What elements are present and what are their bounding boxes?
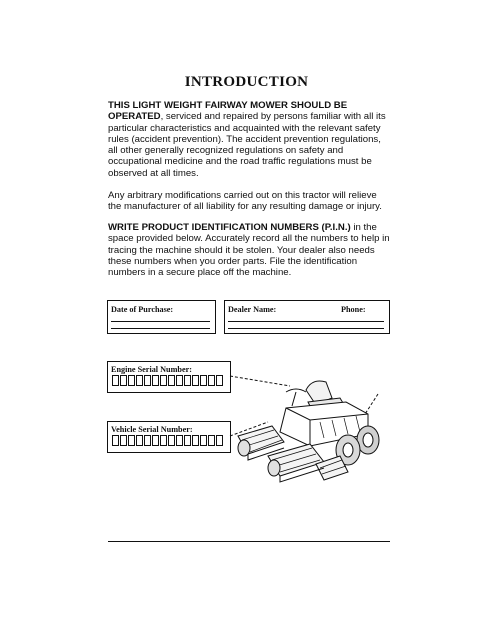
phone-label: Phone:: [341, 305, 366, 314]
vehicle-serial-box: [107, 421, 231, 453]
safety-paragraph-body: , serviced and repaired by persons familiar with all its particular characteristics and acquainted with the relevant safety rules (accident prevention). The accident prevention regulations, all other generally recognized regulations on safety and occupational medicine and the road traffic regulations must be observed at all times.: [108, 111, 386, 179]
vehicle-serial-cells[interactable]: [112, 435, 223, 446]
serial-digit-cell[interactable]: [208, 375, 215, 386]
serial-digit-cell[interactable]: [112, 435, 119, 446]
serial-digit-cell[interactable]: [200, 435, 207, 446]
serial-digit-cell[interactable]: [192, 375, 199, 386]
safety-paragraph-heading: THIS LIGHT WEIGHT FAIRWAY MOWER SHOULD BE OPERATED: [108, 100, 348, 123]
serial-digit-cell[interactable]: [184, 435, 191, 446]
dealer-box: [224, 300, 390, 334]
serial-digit-cell[interactable]: [176, 435, 183, 446]
dealer-name-label: Dealer Name:: [228, 305, 277, 314]
serial-digit-cell[interactable]: [152, 375, 159, 386]
engine-serial-cells[interactable]: [112, 375, 223, 386]
serial-digit-cell[interactable]: [136, 375, 143, 386]
modification-paragraph: [108, 190, 392, 213]
pin-paragraph: [108, 222, 392, 278]
serial-digit-cell[interactable]: [112, 375, 119, 386]
serial-digit-cell[interactable]: [176, 375, 183, 386]
date-of-purchase-box: [107, 300, 216, 334]
serial-digit-cell[interactable]: [136, 435, 143, 446]
dealer-line-1[interactable]: [228, 321, 384, 322]
date-of-purchase-label: Date of Purchase:: [111, 305, 174, 314]
serial-digit-cell[interactable]: [192, 435, 199, 446]
dealer-line-2[interactable]: [228, 328, 384, 329]
serial-digit-cell[interactable]: [200, 375, 207, 386]
serial-digit-cell[interactable]: [168, 435, 175, 446]
serial-digit-cell[interactable]: [144, 435, 151, 446]
serial-digit-cell[interactable]: [160, 375, 167, 386]
serial-digit-cell[interactable]: [160, 435, 167, 446]
seat-back: [306, 381, 332, 402]
serial-digit-cell[interactable]: [216, 435, 223, 446]
safety-paragraph: [108, 100, 392, 179]
serial-digit-cell[interactable]: [168, 375, 175, 386]
page-title: INTRODUCTION: [184, 74, 309, 90]
fairway-mower-illustration: [228, 368, 393, 498]
pin-paragraph-heading: WRITE PRODUCT IDENTIFICATION NUMBERS (P.I.N.): [108, 222, 351, 233]
date-of-purchase-line-2[interactable]: [111, 328, 210, 329]
serial-digit-cell[interactable]: [120, 375, 127, 386]
serial-digit-cell[interactable]: [144, 375, 151, 386]
serial-digit-cell[interactable]: [208, 435, 215, 446]
serial-digit-cell[interactable]: [128, 435, 135, 446]
serial-digit-cell[interactable]: [128, 375, 135, 386]
serial-digit-cell[interactable]: [152, 435, 159, 446]
modification-paragraph-body: Any arbitrary modifications carried out on this tractor will relieve the manufacturer of all liability for any resulting damage or injury.: [108, 190, 382, 213]
engine-serial-box: [107, 361, 231, 393]
engine-serial-leader-line: [230, 376, 290, 386]
vehicle-serial-label: Vehicle Serial Number:: [111, 425, 193, 434]
serial-digit-cell[interactable]: [120, 435, 127, 446]
engine-serial-label: Engine Serial Number:: [111, 365, 192, 374]
serial-digit-cell[interactable]: [216, 375, 223, 386]
date-of-purchase-line-1[interactable]: [111, 321, 210, 322]
footer-rule: [108, 541, 390, 542]
serial-digit-cell[interactable]: [184, 375, 191, 386]
pin-paragraph-body: in the space provided below. Accurately record all the numbers to help in tracing the machine should it be stolen. Your dealer also needs these numbers when you order parts. File the identification numbers in a secure place off the machine.: [108, 222, 390, 279]
